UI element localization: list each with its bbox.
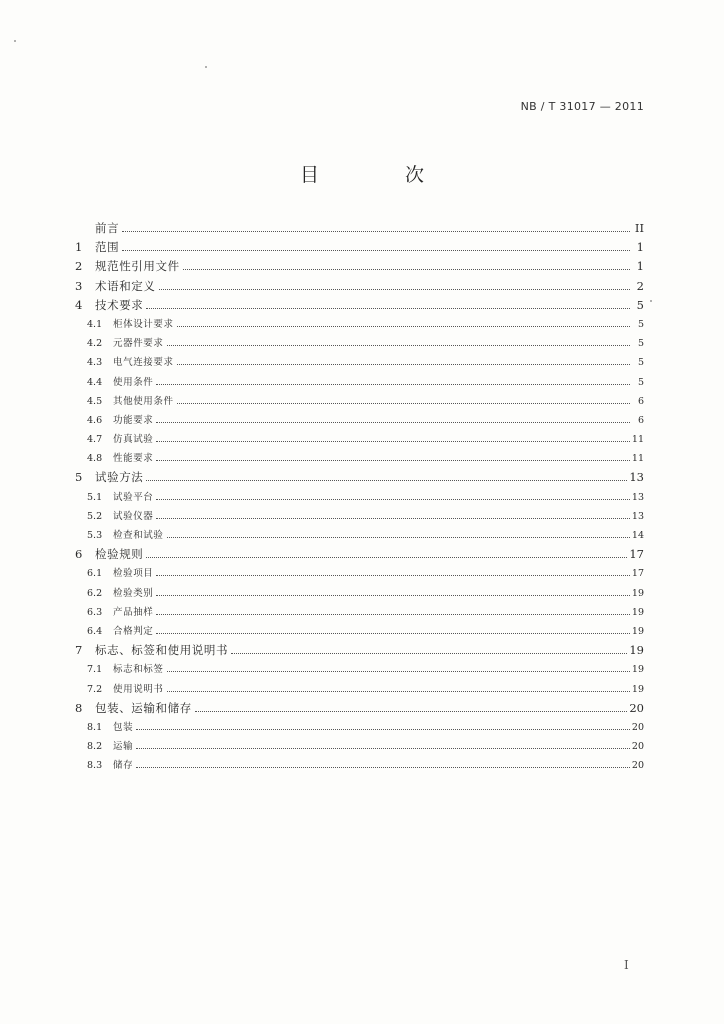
toc-dot-leader bbox=[195, 710, 628, 712]
toc-subsection-entry[interactable] bbox=[75, 373, 644, 392]
toc-entry-page: 2 bbox=[636, 278, 644, 293]
toc-entry-page: 20 bbox=[631, 760, 644, 772]
toc-entry-number: 8.1 bbox=[87, 721, 103, 733]
page-title: 目 次 bbox=[299, 164, 465, 186]
toc-entry-label: 电气连接要求 bbox=[113, 357, 174, 369]
toc-entry-page: 11 bbox=[631, 434, 644, 446]
toc-entry-number: 8.3 bbox=[87, 760, 103, 772]
toc-entry-number: 7.1 bbox=[87, 664, 103, 676]
toc-entry-number: 4.5 bbox=[87, 395, 103, 407]
toc-entry-page: 1 bbox=[636, 259, 644, 274]
toc-entry-number: 6.3 bbox=[87, 606, 103, 618]
toc-subsection-entry[interactable] bbox=[75, 564, 644, 583]
toc-dot-leader bbox=[156, 421, 630, 423]
toc-entry-label: 性能要求 bbox=[113, 453, 154, 465]
toc-section-entry[interactable] bbox=[75, 296, 644, 315]
toc-entry-number: 5.2 bbox=[87, 510, 103, 522]
toc-entry-number: 4.2 bbox=[87, 338, 103, 350]
toc-entry-label: 范围 bbox=[95, 240, 120, 255]
toc-entry-label: 仿真试验 bbox=[113, 434, 154, 446]
toc-entry-page: 19 bbox=[631, 606, 644, 618]
toc-dot-leader bbox=[156, 574, 630, 576]
toc-entry-number: 4.1 bbox=[87, 318, 103, 330]
toc-entry-page: 6 bbox=[637, 395, 644, 407]
toc-entry-label: 试验平台 bbox=[113, 491, 154, 503]
toc-entry-page: 5 bbox=[637, 357, 644, 369]
toc-entry-label: 标志、标签和使用说明书 bbox=[95, 643, 229, 658]
toc-subsection-entry[interactable] bbox=[75, 622, 644, 641]
toc-subsection-entry[interactable] bbox=[75, 449, 644, 468]
toc-entry-page: 5 bbox=[637, 376, 644, 388]
toc-entry-page: 5 bbox=[637, 338, 644, 350]
toc-entry-label: 产品抽样 bbox=[113, 606, 154, 618]
toc-entry-label: 其他使用条件 bbox=[113, 395, 174, 407]
toc-entry-page: 20 bbox=[631, 721, 644, 733]
toc-subsection-entry[interactable] bbox=[75, 488, 644, 507]
toc-entry-label: 包装 bbox=[113, 721, 134, 733]
toc-dot-leader bbox=[156, 517, 630, 519]
toc-section-entry[interactable] bbox=[75, 257, 644, 276]
toc-entry-page: 13 bbox=[629, 470, 644, 485]
toc-entry-page: 19 bbox=[631, 625, 644, 637]
toc-dot-leader bbox=[156, 594, 630, 596]
toc-subsection-entry[interactable] bbox=[75, 526, 644, 545]
toc-subsection-entry[interactable] bbox=[75, 392, 644, 411]
toc-dot-leader bbox=[136, 766, 630, 768]
toc-subsection-entry[interactable] bbox=[75, 718, 644, 737]
toc-entry-label: 柜体设计要求 bbox=[113, 318, 174, 330]
toc-dot-leader bbox=[167, 670, 630, 672]
toc-entry-label: 使用条件 bbox=[113, 376, 154, 388]
toc-entry-page: 19 bbox=[631, 587, 644, 599]
toc-entry-label: 运输 bbox=[113, 741, 134, 753]
toc-entry-label: 合格判定 bbox=[113, 625, 154, 637]
toc-entry-page: 11 bbox=[631, 453, 644, 465]
toc-subsection-entry[interactable] bbox=[75, 315, 644, 334]
toc-dot-leader bbox=[159, 288, 631, 290]
page-number: I bbox=[624, 958, 629, 972]
toc-entry-label: 试验方法 bbox=[95, 470, 144, 485]
toc-entry-page: 19 bbox=[631, 683, 644, 695]
toc-entry-page: 13 bbox=[631, 510, 644, 522]
toc-dot-leader bbox=[136, 747, 630, 749]
toc-dot-leader bbox=[177, 363, 630, 365]
toc-entry-label: 规范性引用文件 bbox=[95, 259, 180, 274]
toc-dot-leader bbox=[146, 307, 630, 309]
toc-entry-number: 4.6 bbox=[87, 414, 103, 426]
toc-entry-page: 1 bbox=[636, 240, 644, 255]
toc-entry-number: 8 bbox=[75, 700, 83, 715]
toc-subsection-entry[interactable] bbox=[75, 411, 644, 430]
toc-entry-number: 4 bbox=[75, 297, 83, 312]
toc-entry-page: 17 bbox=[629, 547, 644, 562]
toc-dot-leader bbox=[167, 690, 630, 692]
toc-entry-page: 14 bbox=[631, 530, 644, 541]
standard-number: NB / T 31017 — 2011 bbox=[520, 100, 644, 113]
toc-section-entry[interactable] bbox=[75, 468, 644, 487]
toc-entry-number: 2 bbox=[75, 259, 83, 274]
toc-dot-leader bbox=[156, 498, 630, 500]
scan-speck bbox=[650, 300, 652, 302]
toc-entry-number: 4.7 bbox=[87, 434, 103, 446]
toc-entry-number: 8.2 bbox=[87, 741, 103, 753]
toc-dot-leader bbox=[136, 728, 630, 730]
toc-subsection-entry[interactable] bbox=[75, 353, 644, 372]
toc-entry-page: 13 bbox=[631, 491, 644, 503]
toc-entry-label: 检验规则 bbox=[95, 547, 144, 562]
toc-entry-page: II bbox=[634, 221, 644, 235]
toc-entry-label: 技术要求 bbox=[95, 297, 144, 312]
toc-entry-number: 5.1 bbox=[87, 491, 103, 503]
toc-subsection-entry[interactable] bbox=[75, 756, 644, 775]
toc-entry-number: 6.1 bbox=[87, 568, 103, 580]
toc-entry-number: 7 bbox=[75, 643, 83, 658]
toc-subsection-entry[interactable] bbox=[75, 737, 644, 756]
toc-subsection-entry[interactable] bbox=[75, 680, 644, 699]
toc-dot-leader bbox=[167, 536, 630, 538]
toc-dot-leader bbox=[177, 325, 630, 327]
toc-entry-number: 3 bbox=[75, 278, 83, 293]
toc-entry-label: 术语和定义 bbox=[95, 278, 156, 293]
toc-dot-leader bbox=[231, 652, 627, 654]
toc-entry-number: 4.4 bbox=[87, 376, 103, 388]
toc-entry-number: 4.3 bbox=[87, 357, 103, 369]
toc-dot-leader bbox=[122, 230, 630, 232]
toc-entry-number: 5.3 bbox=[87, 530, 103, 541]
scan-speck bbox=[14, 40, 16, 42]
toc-entry-page: 19 bbox=[629, 643, 644, 658]
toc-dot-leader bbox=[167, 344, 630, 346]
toc-entry-label: 检验项目 bbox=[113, 568, 154, 580]
toc-entry-page: 17 bbox=[631, 568, 644, 580]
toc-entry-page: 20 bbox=[629, 700, 644, 715]
toc-entry-label: 前言 bbox=[95, 221, 120, 235]
toc-dot-leader bbox=[146, 556, 627, 558]
toc-entry-number: 4.8 bbox=[87, 453, 103, 465]
toc-dot-leader bbox=[146, 479, 627, 481]
toc-entry-label: 储存 bbox=[113, 760, 134, 772]
toc-entry-number: 7.2 bbox=[87, 683, 103, 695]
toc-entry-page: 20 bbox=[631, 741, 644, 753]
toc-section-entry[interactable] bbox=[75, 238, 644, 257]
toc-entry-label: 标志和标签 bbox=[113, 664, 164, 676]
toc-section-entry[interactable] bbox=[75, 277, 644, 296]
toc-entry-label: 试验仪器 bbox=[113, 510, 154, 522]
toc-entry-number: 5 bbox=[75, 470, 83, 485]
toc-dot-leader bbox=[156, 383, 630, 385]
toc-entry-label: 元器件要求 bbox=[113, 338, 164, 350]
table-of-contents bbox=[75, 219, 644, 775]
toc-entry-number: 6.4 bbox=[87, 625, 103, 637]
toc-entry-label: 检查和试验 bbox=[113, 530, 164, 541]
toc-entry-label: 包装、运输和储存 bbox=[95, 700, 192, 715]
toc-entry-label: 检验类别 bbox=[113, 587, 154, 599]
toc-dot-leader bbox=[156, 632, 630, 634]
toc-section-entry[interactable] bbox=[75, 641, 644, 660]
toc-entry-number: 6 bbox=[75, 547, 83, 562]
toc-entry-page: 6 bbox=[637, 414, 644, 426]
toc-subsection-entry[interactable] bbox=[75, 507, 644, 526]
toc-subsection-entry[interactable] bbox=[75, 603, 644, 622]
toc-entry-number: 1 bbox=[75, 240, 83, 255]
toc-dot-leader bbox=[183, 268, 630, 270]
toc-entry-label: 功能要求 bbox=[113, 414, 154, 426]
toc-entry-label: 使用说明书 bbox=[113, 683, 164, 695]
toc-dot-leader bbox=[122, 249, 630, 251]
toc-dot-leader bbox=[177, 402, 630, 404]
toc-entry-page: 5 bbox=[637, 318, 644, 330]
toc-dot-leader bbox=[156, 613, 630, 615]
toc-dot-leader bbox=[156, 440, 630, 442]
toc-dot-leader bbox=[156, 459, 630, 461]
toc-entry-number: 6.2 bbox=[87, 587, 103, 599]
scan-speck bbox=[205, 66, 207, 68]
toc-subsection-entry[interactable] bbox=[75, 430, 644, 449]
toc-entry-page: 5 bbox=[636, 297, 644, 312]
toc-section-entry[interactable] bbox=[75, 219, 644, 238]
toc-entry-page: 19 bbox=[631, 664, 644, 676]
toc-subsection-entry[interactable] bbox=[75, 334, 644, 353]
toc-section-entry[interactable] bbox=[75, 699, 644, 718]
toc-subsection-entry[interactable] bbox=[75, 660, 644, 679]
toc-subsection-entry[interactable] bbox=[75, 584, 644, 603]
toc-section-entry[interactable] bbox=[75, 545, 644, 564]
